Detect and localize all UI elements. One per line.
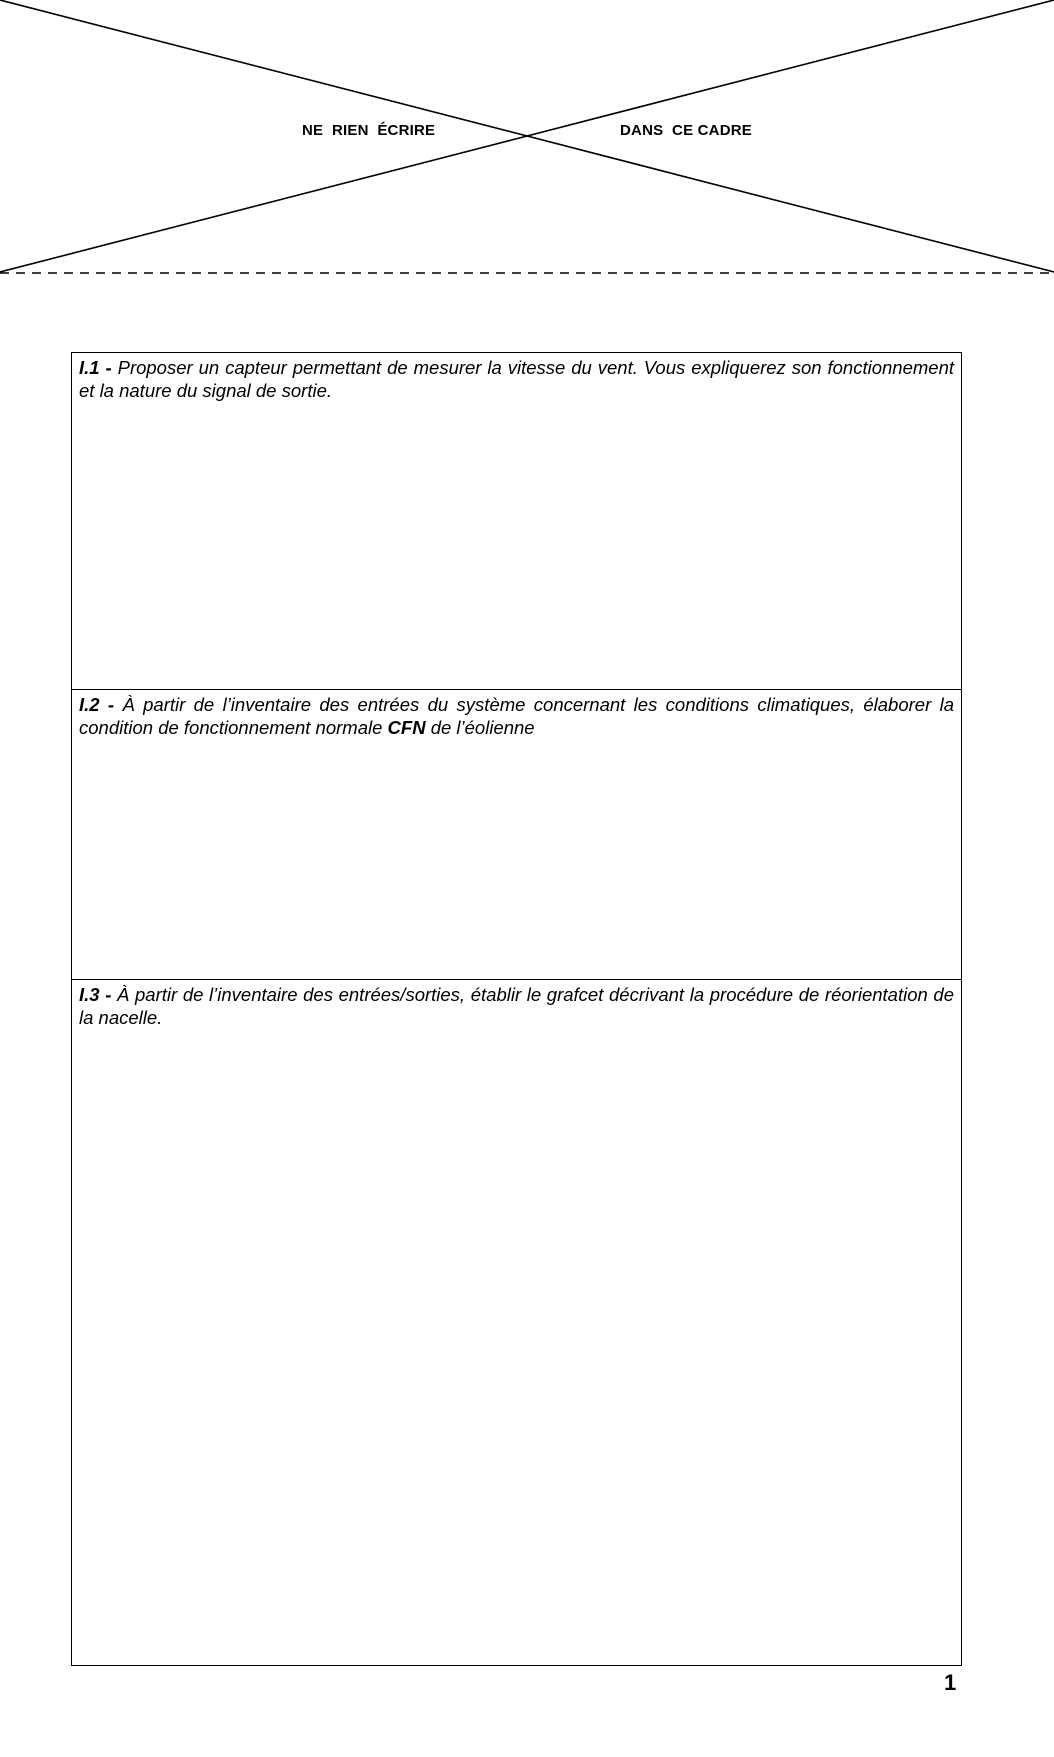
- header-left-text: NE RIEN ÉCRIRE: [302, 122, 436, 139]
- question-section-2: [72, 689, 961, 979]
- question-3-number: I.3 -: [79, 984, 112, 1005]
- question-2-text-before: À partir de l’inventaire des entrées du système concernant les conditions climatiques, élaborer la condition de fonctionnement normale: [79, 694, 954, 738]
- question-3-text: À partir de l’inventaire des entrées/sorties, établir le grafcet décrivant la procédure de réorientation de la nacelle.: [79, 984, 955, 1028]
- header-right-text: DANS CE CADRE: [620, 122, 752, 139]
- page-number: 1: [944, 1670, 957, 1695]
- do-not-write-zone: [0, 0, 1054, 278]
- question-2: [79, 693, 954, 739]
- question-1: [79, 356, 954, 402]
- question-3: [79, 983, 954, 1029]
- question-section-3: [72, 979, 961, 1665]
- question-1-text: Proposer un capteur permettant de mesurer la vitesse du vent. Vous expliquerez son fonctionnement et la nature du signal de sortie.: [79, 357, 954, 401]
- question-1-number: I.1 -: [79, 357, 112, 378]
- question-section-1: [72, 353, 961, 689]
- question-2-text-after: de l’éolienne: [425, 717, 535, 738]
- question-2-bold-term: CFN: [387, 717, 426, 738]
- answer-frame: [71, 352, 962, 1666]
- question-2-number: I.2 -: [79, 694, 115, 715]
